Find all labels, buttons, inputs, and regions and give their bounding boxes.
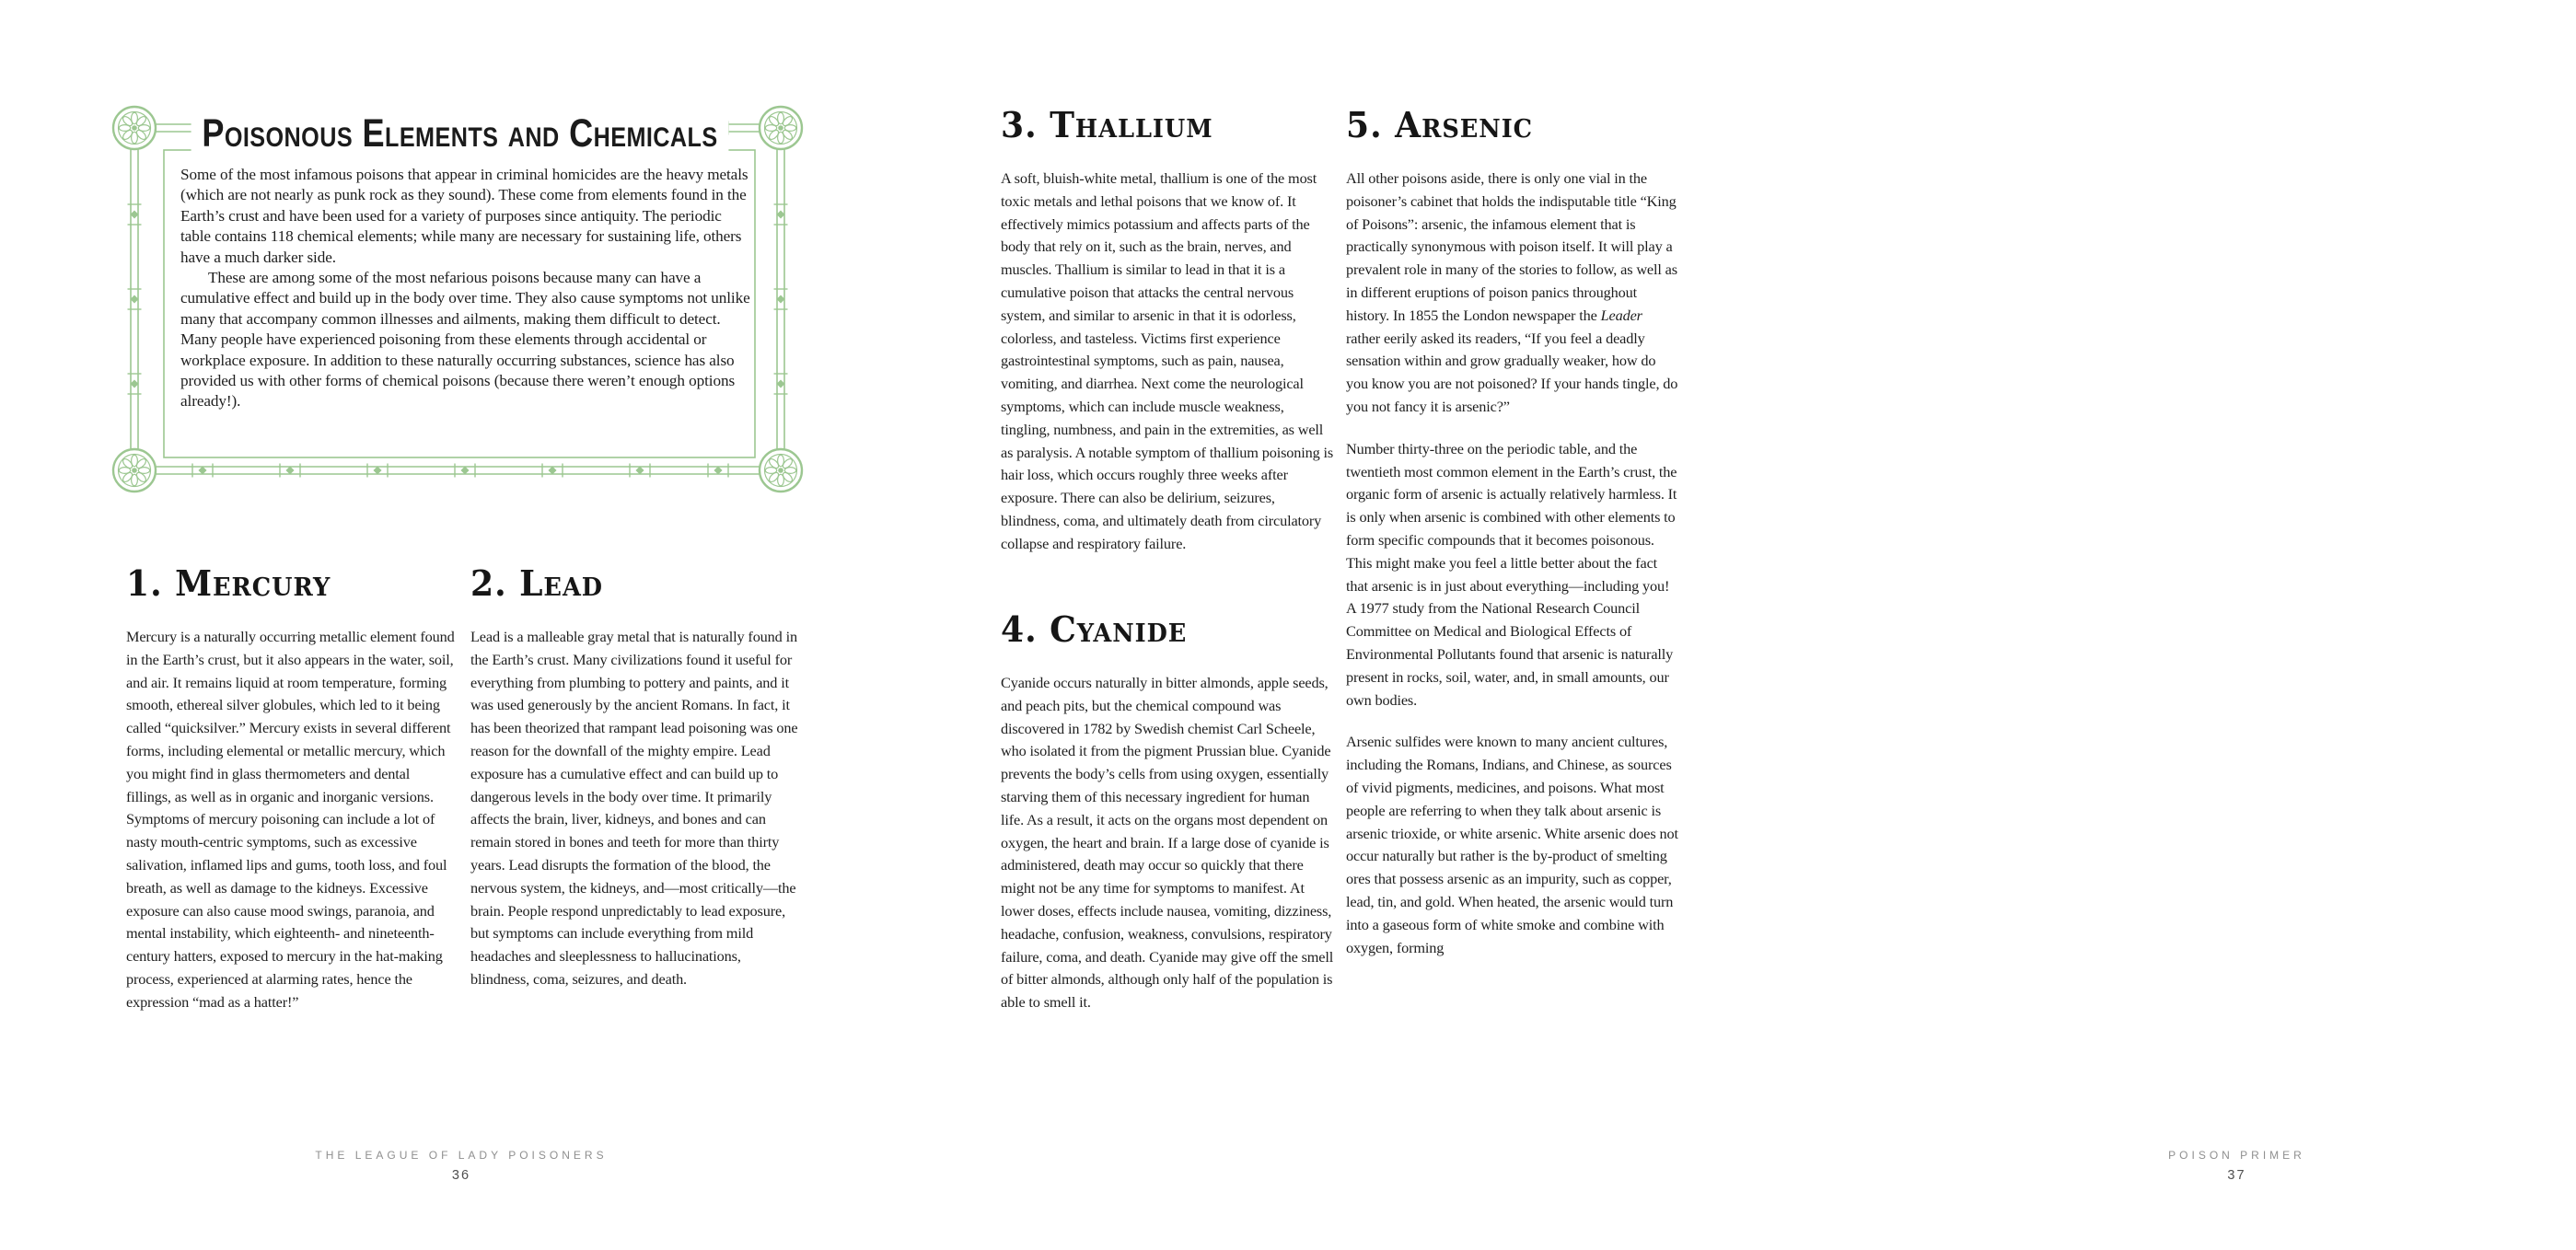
section-arsenic xyxy=(1346,105,1679,959)
paragraph: Some of the most infamous poisons that appear in criminal homicides are the heavy metals (which are not nearly as punk rock as they sound). These come from elements found in the Earth’s crust and have been used for a variety of purposes since antiquity. The periodic table contains 118 chemical elements; while many are necessary for sustaining life, others have a much darker side. xyxy=(180,166,748,266)
paragraph: Mercury is a naturally occurring metallic element found in the Earth’s crust, but it also appears in the water, soil, and air. It remains liquid at room temperature, forming smooth, ethereal silver globules, which led to it being called “quicksilver.” Mercury exists in several different forms, including elemental or metallic mercury, which you might find in glass thermometers and dental fillings, as well as in organic and inorganic versions. Symptoms of mercury poisoning can include a lot of nasty mouth-centric symptoms, such as excessive salivation, inflamed lips and gums, tooth loss, and foul breath, as well as damage to the kidneys. Excessive exposure can also cause mood swings, paranoia, and mental instability, which eighteenth- and nineteenth-century hatters, exposed to mercury in the hat-making process, experienced at alarming rates, hence the expression “mad as a hatter!” xyxy=(126,628,455,1011)
paragraph: These are among some of the most nefarious poisons because many can have a cumulative effect and build up in the body over time. They also cause symptoms not unlike many that accompany common illnesses and ailments, making them difficult to detect. Many people have experienced poisoning from these elements through accidental or workplace exposure. In addition to these naturally occurring substances, science has also provided us with other forms of chemical poisons (because there weren’t enough options already!). xyxy=(180,269,750,411)
page-number-left: 36 xyxy=(451,1168,471,1183)
chapter-intro xyxy=(180,165,753,412)
section-heading-thallium: 3. Thallium xyxy=(1001,104,1213,145)
section-cyanide xyxy=(1001,609,1334,1014)
page-number-right: 37 xyxy=(2227,1168,2246,1183)
section-heading-arsenic: 5. Arsenic xyxy=(1346,104,1534,145)
section-body-arsenic xyxy=(1346,168,1679,959)
section-heading-lead: 2. Lead xyxy=(470,562,603,604)
section-mercury xyxy=(126,563,456,1014)
section-body-mercury xyxy=(126,626,456,1014)
paragraph: A soft, bluish-white metal, thallium is one of the most toxic metals and lethal poisons that we know of. It effectively mimics potassium and affects parts of the body that rely on it, such as the brain, nerves, and muscles. Thallium is similar to lead in that it is a cumulative poison that attacks the central nervous system, and similar to arsenic in that it is odorless, colorless, and tasteless. Victims first experience gastrointestinal symptoms, such as pain, nausea, vomiting, and diarrhea. Next come the neurological symptoms, which can include muscle weakness, tingling, numbness, and pain in the extremities, as well as paralysis. A notable symptom of thallium poisoning is hair loss, which occurs roughly three weeks after exposure. There can also be delirium, seizures, blindness, coma, and ultimately death from circulatory collapse and respiratory failure. xyxy=(1001,169,1334,552)
section-body-thallium xyxy=(1001,168,1334,556)
chapter-title-text: Poisonous Elements and Chemicals xyxy=(191,113,728,154)
running-title-right: POISON PRIMER xyxy=(2168,1149,2305,1162)
page-left xyxy=(0,0,896,1250)
paragraph: Arsenic sulfides were known to many ancient cultures, including the Romans, Indians, and Chinese, as sources of vivid pigments, medicines, and poisons. What most people are referring to when they talk about arsenic is arsenic trioxide, or white arsenic. White arsenic does not occur naturally but rather is the by-product of smelting ores that possess arsenic as an impurity, such as copper, lead, tin, and gold. When heated, the arsenic would turn into a gaseous form of white smoke and combine with oxygen, forming xyxy=(1346,733,1678,956)
ornamental-frame xyxy=(92,86,819,509)
section-heading-mercury: 1. Mercury xyxy=(126,562,331,604)
section-heading-cyanide: 4. Cyanide xyxy=(1001,608,1188,650)
chapter-title xyxy=(164,113,755,154)
section-lead xyxy=(470,563,800,991)
footer-left xyxy=(127,1149,795,1183)
running-title-left: THE LEAGUE OF LADY POISONERS xyxy=(315,1149,608,1162)
section-body-lead xyxy=(470,626,800,991)
paragraph: All other poisons aside, there is only one vial in the poisoner’s cabinet that holds the indisputable title “King of Poisons”: arsenic, the infamous element that is practically synonymous with poison itself. It will play a prevalent role in many of the stories to follow, as well as in different eruptions of poison panics throughout history. In 1855 the London newspaper the Leader rather eerily asked its readers, “If you feel a deadly sensation within and grow gradually weaker, how do you know you are not poisoned? If your hands tingle, do you not fancy it is arsenic?” xyxy=(1346,169,1678,415)
footer-right xyxy=(1897,1149,2576,1183)
section-thallium xyxy=(1001,105,1334,556)
paragraph: Cyanide occurs naturally in bitter almonds, apple seeds, and peach pits, but the chemical compound was discovered in 1782 by Swedish chemist Carl Scheele, who isolated it from the pigment Prussian blue. Cyanide prevents the body’s cells from using oxygen, essentially starving them of this necessary ingredient for human life. As a result, it acts on the organs most dependent on oxygen, the heart and brain. If a large dose of cyanide is administered, death may occur so quickly that there might not be any time for symptoms to manifest. At lower doses, effects include nausea, vomiting, dizziness, headache, confusion, weakness, convulsions, respiratory failure, coma, and death. Cyanide may give off the smell of bitter almonds, although only half of the population is able to smell it. xyxy=(1001,674,1334,1012)
paragraph: Number thirty-three on the periodic table, and the twentieth most common element in the Earth’s crust, the organic form of arsenic is actually relatively harmless. It is only when arsenic is combined with other elements to form specific compounds that it becomes poisonous. This might make you feel a little better about the fact that arsenic is in just about everything—including you! A 1977 study from the National Research Council Committee on Medical and Biological Effects of Environmental Pollutants found that arsenic is naturally present in rocks, soil, water, and, in small amounts, our own bodies. xyxy=(1346,439,1677,709)
section-body-cyanide xyxy=(1001,672,1334,1014)
paragraph: Lead is a malleable gray metal that is naturally found in the Earth’s crust. Many civilizations found it useful for everything from plumbing to pottery and paints, and it was used generously by the ancient Romans. In fact, it has been theorized that rampant lead poisoning was one reason for the downfall of the mighty empire. Lead exposure has a cumulative effect and can build up to dangerous levels in the body over time. It primarily affects the brain, liver, kidneys, and bones and can remain stored in bones and teeth for more than thirty years. Lead disrupts the formation of the blood, the nervous system, the kidneys, and—most critically—the brain. People respond unpredictably to lead exposure, but symptoms can include everything from mild headaches and sleeplessness to hallucinations, blindness, coma, seizures, and death. xyxy=(470,628,798,988)
